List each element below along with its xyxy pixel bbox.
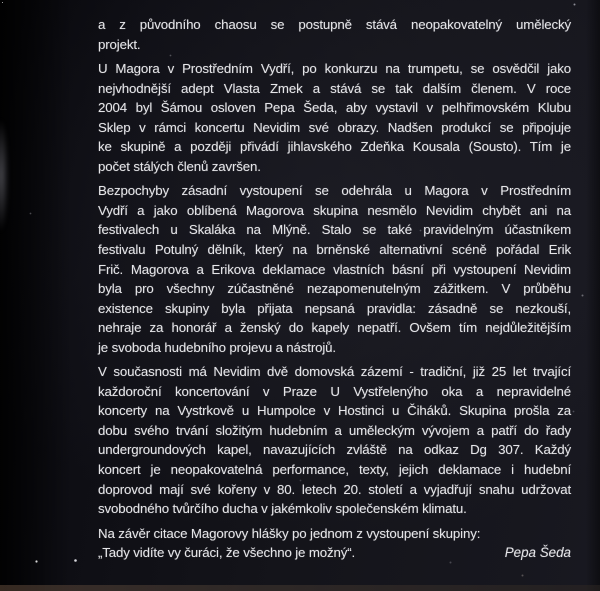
scan-noise-speckles	[2, 2, 3, 3]
text-line: undergroundových kapel, navazujících zvláště na odkaz Dg 307. Každý	[98, 442, 571, 458]
left-edge-light-smudge	[0, 118, 9, 233]
text-line: svobodného tvůrčího ducha v jakémkoliv společenském klimatu.	[98, 501, 467, 517]
text-line: každoroční koncertování v Praze U Vystřelenýho oka a nepravidelné	[98, 383, 571, 399]
text-line: dobu svého trvání složitým hudebním a uměleckým vývojem a patří do řady	[98, 422, 571, 438]
text-line: je svoboda hudebního projevu a nástrojů.	[98, 339, 336, 355]
text-line: existence skupiny byla přijata nepsaná pravidla: zásadně se nezkouší,	[98, 300, 571, 316]
closing-block	[98, 524, 571, 563]
paragraph	[98, 59, 571, 176]
text-line: 2004 byl Šámou osloven Pepa Šeda, aby vystavil v pelhřimovském Klubu	[98, 100, 571, 116]
text-line: Bezpochyby zásadní vystoupení se odehrála u Magora v Prostředním	[98, 183, 571, 199]
text-line: festivalech u Skaláka na Mlýně. Stalo se také pravidelným účastníkem	[98, 222, 571, 238]
text-line: a z původního chaosu se postupně stává neopakovatelný umělecký	[98, 17, 571, 32]
quote-line: „Tady vidíte vy čuráci, že všechno je možný“.	[98, 545, 356, 561]
right-page-edge-shadow	[586, 0, 600, 591]
text-line: byla pro všechny zúčastněné nezapomenutelným zážitkem. V průběhu	[98, 281, 571, 297]
text-line: ke skupině a později přivádí jihlavského Zdeňka Kousala (Sousto). Tím je	[98, 139, 571, 155]
text-line: festivalu Potulný dělník, který na brněnské alternativní scéně pořádal Erik	[98, 242, 571, 258]
left-page-edge-shadow	[0, 0, 72, 591]
text-column	[98, 15, 571, 563]
bottom-page-edge	[0, 585, 600, 591]
paragraph	[98, 15, 571, 54]
signature: Pepa Šeda	[504, 545, 571, 561]
closing-intro-line: Na závěr citace Magorovy hlášky po jednom z vystoupení skupiny:	[98, 525, 481, 541]
text-line: koncerty na Vystrkově u Humpolce v Hostinci u Čiháků. Skupina prošla za	[98, 403, 571, 419]
quote-row	[98, 543, 571, 563]
paragraph	[98, 181, 571, 357]
text-line: počet stálých členů završen.	[98, 158, 261, 174]
text-line: U Magora v Prostředním Vydří, po konkurzu na trumpetu, se osvědčil jako	[98, 61, 571, 77]
text-line: V současnosti má Nevidim dvě domovská zázemí - tradiční, již 25 let trvající	[98, 364, 571, 380]
text-line: doprovod mají své kořeny v 80. letech 20. století a vyjadřují snahu udržovat	[98, 481, 571, 497]
text-line: koncert je neopakovatelná performance, texty, jejich deklamace i hudební	[98, 462, 571, 478]
text-line: nehraje za honorář a ženský do kapely nepatří. Ovšem tím nejdůležitějším	[98, 320, 571, 336]
text-line: projekt.	[98, 36, 141, 52]
text-line: Frič. Magorova a Erikova deklamace vlastních básní při vystoupení Nevidim	[98, 261, 571, 277]
text-line: Sklep v rámci koncertu Nevidim své obrazy. Nadšen produkcí se připojuje	[98, 119, 571, 135]
paragraph	[98, 362, 571, 518]
text-line: Vydří a jako oblíbená Magorova skupina nesmělo Nevidim chybět ani na	[98, 202, 571, 218]
text-line: nejvhodnější adept Vlasta Zmek a stává se tak dalším členem. V roce	[98, 80, 571, 96]
paragraphs	[98, 15, 571, 519]
